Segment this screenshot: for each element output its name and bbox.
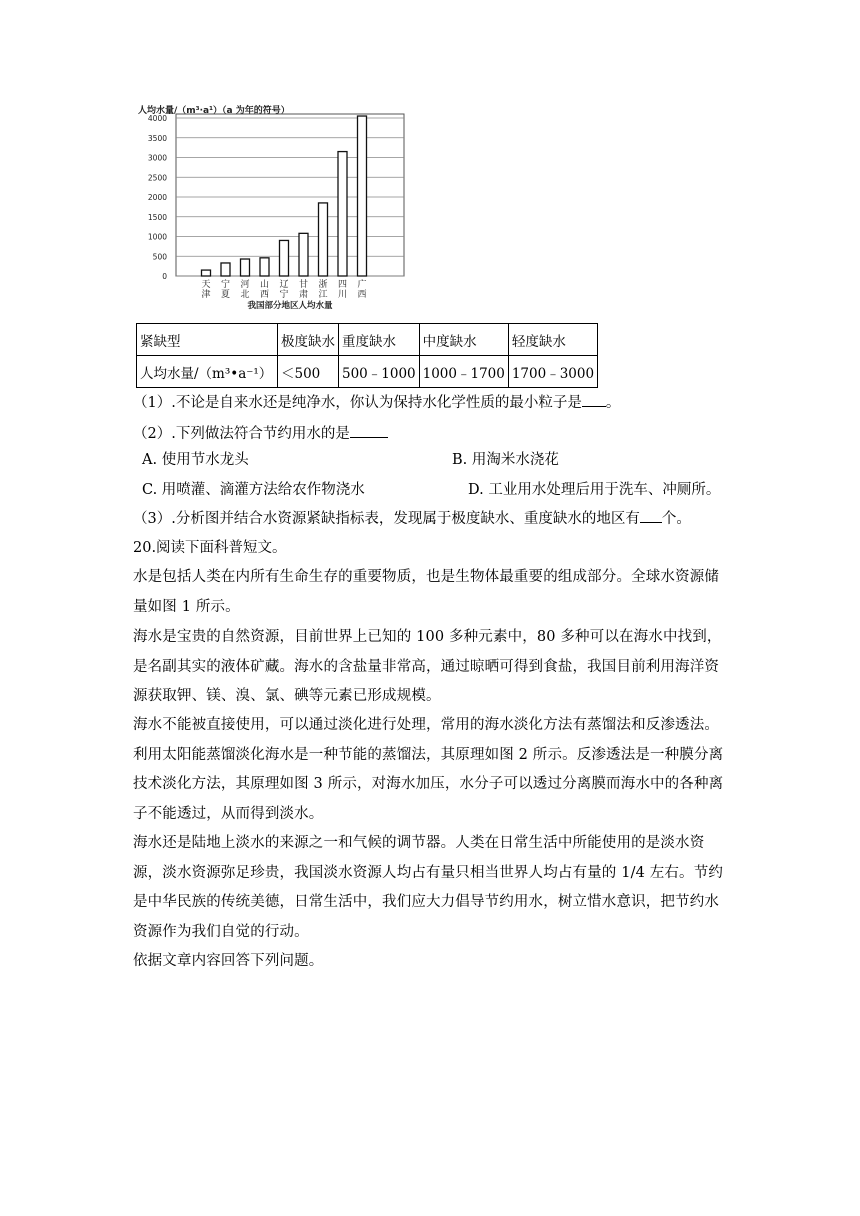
bar (319, 203, 328, 276)
question-2 (133, 423, 388, 444)
option-d[interactable]: D. 工业用水处理后用于洗车、冲厕所。 (468, 482, 721, 498)
table-cell: 人均水量/（m³•a⁻¹） (137, 356, 278, 388)
table-cell: 1700﹣3000 (508, 356, 597, 388)
x-axis-label: 我国部分地区人均水量 (247, 301, 333, 311)
x-tick-label: 四 (337, 280, 348, 290)
x-tick-label: 宁 (279, 290, 289, 300)
table-row (137, 324, 598, 356)
y-tick-label: 0 (162, 272, 167, 281)
bar-chart-svg (138, 104, 408, 316)
answer-blank[interactable] (582, 392, 606, 407)
y-tick-label: 3000 (147, 153, 167, 163)
bar (338, 152, 347, 276)
answer-blank[interactable] (350, 423, 388, 438)
x-tick-label: 津 (201, 290, 211, 300)
x-tick-label: 江 (318, 290, 328, 300)
bar (260, 258, 269, 276)
paragraph-2: 海水是宝贵的自然资源，目前世界上已知的 100 多种元素中，80 多种可以在海水中找到，是名副其实的液体矿藏。海水的含盐量非常高，通过晾晒可得到食盐，我国目前利用海洋资源获取钾、镁、溴、氯、碘等元素已形成规模。 (133, 629, 722, 704)
x-tick-label: 川 (337, 290, 348, 300)
x-tick-label: 宁 (220, 280, 231, 290)
table-cell: 紧缺型 (137, 324, 278, 356)
y-tick-label: 500 (152, 252, 167, 262)
answer-blank[interactable] (640, 508, 662, 523)
y-tick-label: 4000 (147, 114, 167, 123)
bar (221, 263, 230, 276)
question-1-end: 。 (605, 395, 621, 411)
water-scarcity-table (136, 323, 598, 388)
question-20-title: 20.阅读下面科普短文。 (133, 540, 287, 556)
question-3-end: 个。 (661, 511, 691, 527)
x-tick-label: 肃 (298, 290, 309, 300)
question-3 (133, 508, 691, 529)
bar (241, 259, 250, 276)
x-tick-label: 北 (240, 290, 250, 300)
paragraph-5: 依据文章内容回答下列问题。 (133, 953, 324, 969)
question-3-text: （3）.分析图并结合水资源紧缺指标表，发现属于极度缺水、重度缺水的地区有 (133, 511, 640, 527)
option-c[interactable]: C. 用喷灌、滴灌方法给农作物浇水 (142, 482, 365, 498)
table-cell: 1000﹣1700 (419, 356, 508, 388)
table-cell: 极度缺水 (278, 324, 339, 356)
water-per-capita-chart (138, 104, 408, 316)
table-row (137, 356, 598, 388)
bar (280, 240, 289, 276)
x-tick-label: 甘 (298, 280, 309, 290)
table-cell: 中度缺水 (419, 324, 508, 356)
x-tick-label: 辽 (279, 280, 289, 290)
y-tick-label: 1000 (147, 232, 167, 242)
x-tick-label: 山 (259, 280, 270, 290)
chart-title: 人均水量/（m³·a¹）（a 为年的符号） (138, 106, 290, 116)
paragraph-1: 水是包括人类在内所有生命生存的重要物质，也是生物体最重要的组成部分。全球水资源储量如图 1 所示。 (133, 569, 719, 615)
table-cell: 重度缺水 (339, 324, 420, 356)
x-tick-label: 河 (240, 280, 250, 290)
question-1 (133, 392, 620, 413)
option-b[interactable]: B. 用淘米水浇花 (452, 452, 559, 468)
x-tick-label: 西 (357, 290, 367, 300)
y-tick-label: 1500 (147, 212, 167, 222)
question-2-text: （2）.下列做法符合节约用水的是 (133, 426, 350, 442)
bar (202, 270, 211, 276)
paragraph-4: 海水还是陆地上淡水的来源之一和气候的调节器。人类在日常生活中所能使用的是淡水资源，淡水资源弥足珍贵，我国淡水资源人均占有量只相当世界人均占有量的 1/4 左右。节约是中华民族的传统美德，日常生活中，我们应大力倡导节约用水，树立惜水意识，把节约水资源作为我们自觉的行动。 (133, 835, 724, 940)
question-1-text: （1）.不论是自来水还是纯净水，你认为保持水化学性质的最小粒子是 (133, 395, 582, 411)
x-tick-label: 西 (259, 290, 270, 300)
table-cell: ＜500 (278, 356, 339, 388)
x-tick-label: 天 (201, 280, 211, 290)
bar (299, 233, 308, 276)
paragraph-3: 海水不能被直接使用，可以通过淡化进行处理，常用的海水淡化方法有蒸馏法和反渗透法。利用太阳能蒸馏淡化海水是一种节能的蒸馏法，其原理如图 2 所示。反渗透法是一种膜分离技术淡化方法，其原理如图 3 所示，对海水加压，水分子可以透过分离膜而海水中的各种离子不能透过，从而得到淡水。 (133, 717, 724, 822)
x-tick-label: 广 (357, 280, 367, 290)
y-tick-label: 2000 (147, 193, 167, 202)
option-a[interactable]: A. 使用节水龙头 (142, 452, 249, 468)
plot-frame (176, 114, 404, 276)
table-cell: 轻度缺水 (508, 324, 597, 356)
y-tick-label: 2500 (147, 173, 167, 183)
table-cell: 500﹣1000 (339, 356, 420, 388)
y-tick-label: 3500 (147, 133, 167, 143)
bar (358, 116, 367, 276)
x-tick-label: 夏 (220, 290, 231, 300)
x-tick-label: 浙 (318, 280, 328, 290)
